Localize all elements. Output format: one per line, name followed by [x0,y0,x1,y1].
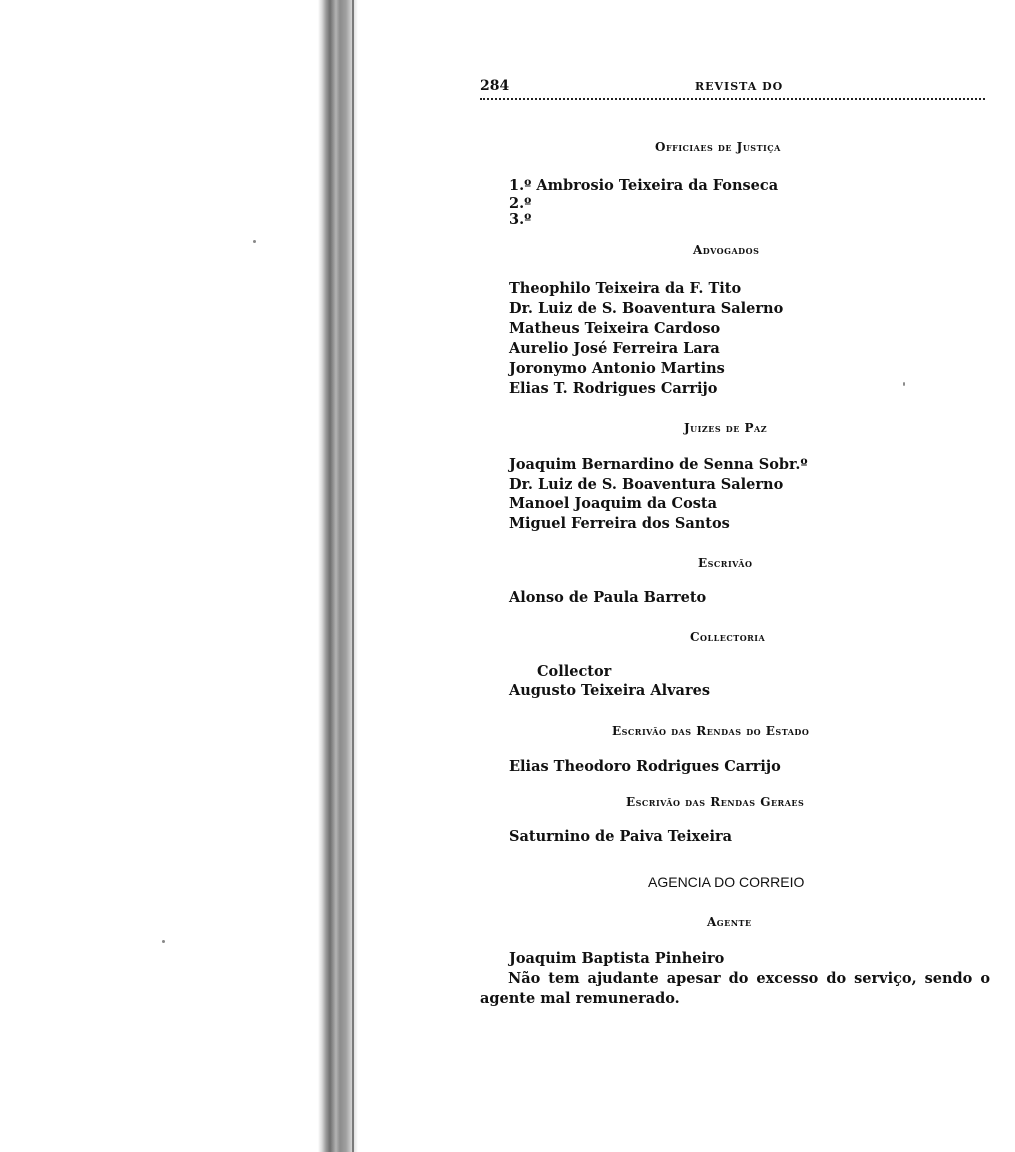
list-item: 2.º [509,195,532,212]
list-item: Joronymo Antonio Martins [509,360,725,377]
header-rule [480,98,985,100]
list-item: Augusto Teixeira Alvares [509,682,710,699]
speck [162,940,165,943]
heading-agencia: AGENCIA DO CORREIO [648,874,805,890]
heading-advogados: Advogados [693,243,760,257]
list-item: Dr. Luiz de S. Boaventura Salerno [509,476,784,493]
list-item: Miguel Ferreira dos Santos [509,515,730,532]
heading-officiaes: Officiaes de Justiça [655,140,781,154]
list-item: Saturnino de Paiva Teixeira [509,828,733,845]
page-number: 284 [480,78,510,94]
list-item: Joaquim Baptista Pinheiro [509,950,725,967]
heading-escrivao-geraes: Escrivão das Rendas Geraes [626,795,805,809]
list-item: 1.º Ambrosio Teixeira da Fonseca [509,177,779,194]
running-head: REVISTA DO [695,80,784,93]
heading-collectoria: Collectoria [690,630,766,644]
list-item: Elias T. Rodrigues Carrijo [509,380,718,397]
list-item: 3.º [509,211,532,228]
heading-escrivao-estado: Escrivão das Rendas do Estado [612,724,810,738]
list-item: Aurelio José Ferreira Lara [509,340,720,357]
list-item: Matheus Teixeira Cardoso [509,320,721,337]
note-text: Não tem ajudante apesar do excesso do serviço, sendo o agente mal remunerado. [480,970,990,1007]
speck [903,382,905,386]
list-item: Joaquim Bernardino de Senna Sobr.º [509,456,808,473]
list-item: Alonso de Paula Barreto [509,589,707,606]
page-header [480,78,985,98]
list-item: Elias Theodoro Rodrigues Carrijo [509,758,781,775]
list-item: Theophilo Teixeira da F. Tito [509,280,742,297]
heading-agente: Agente [707,915,752,929]
list-item: Collector [537,663,612,680]
note-paragraph [480,969,990,1009]
speck [253,240,256,243]
binding-edge [352,0,354,1152]
heading-escrivao: Escrivão [698,556,753,570]
heading-juizes: Juizes de Paz [684,421,768,435]
list-item: Dr. Luiz de S. Boaventura Salerno [509,300,784,317]
list-item: Manoel Joaquim da Costa [509,495,717,512]
